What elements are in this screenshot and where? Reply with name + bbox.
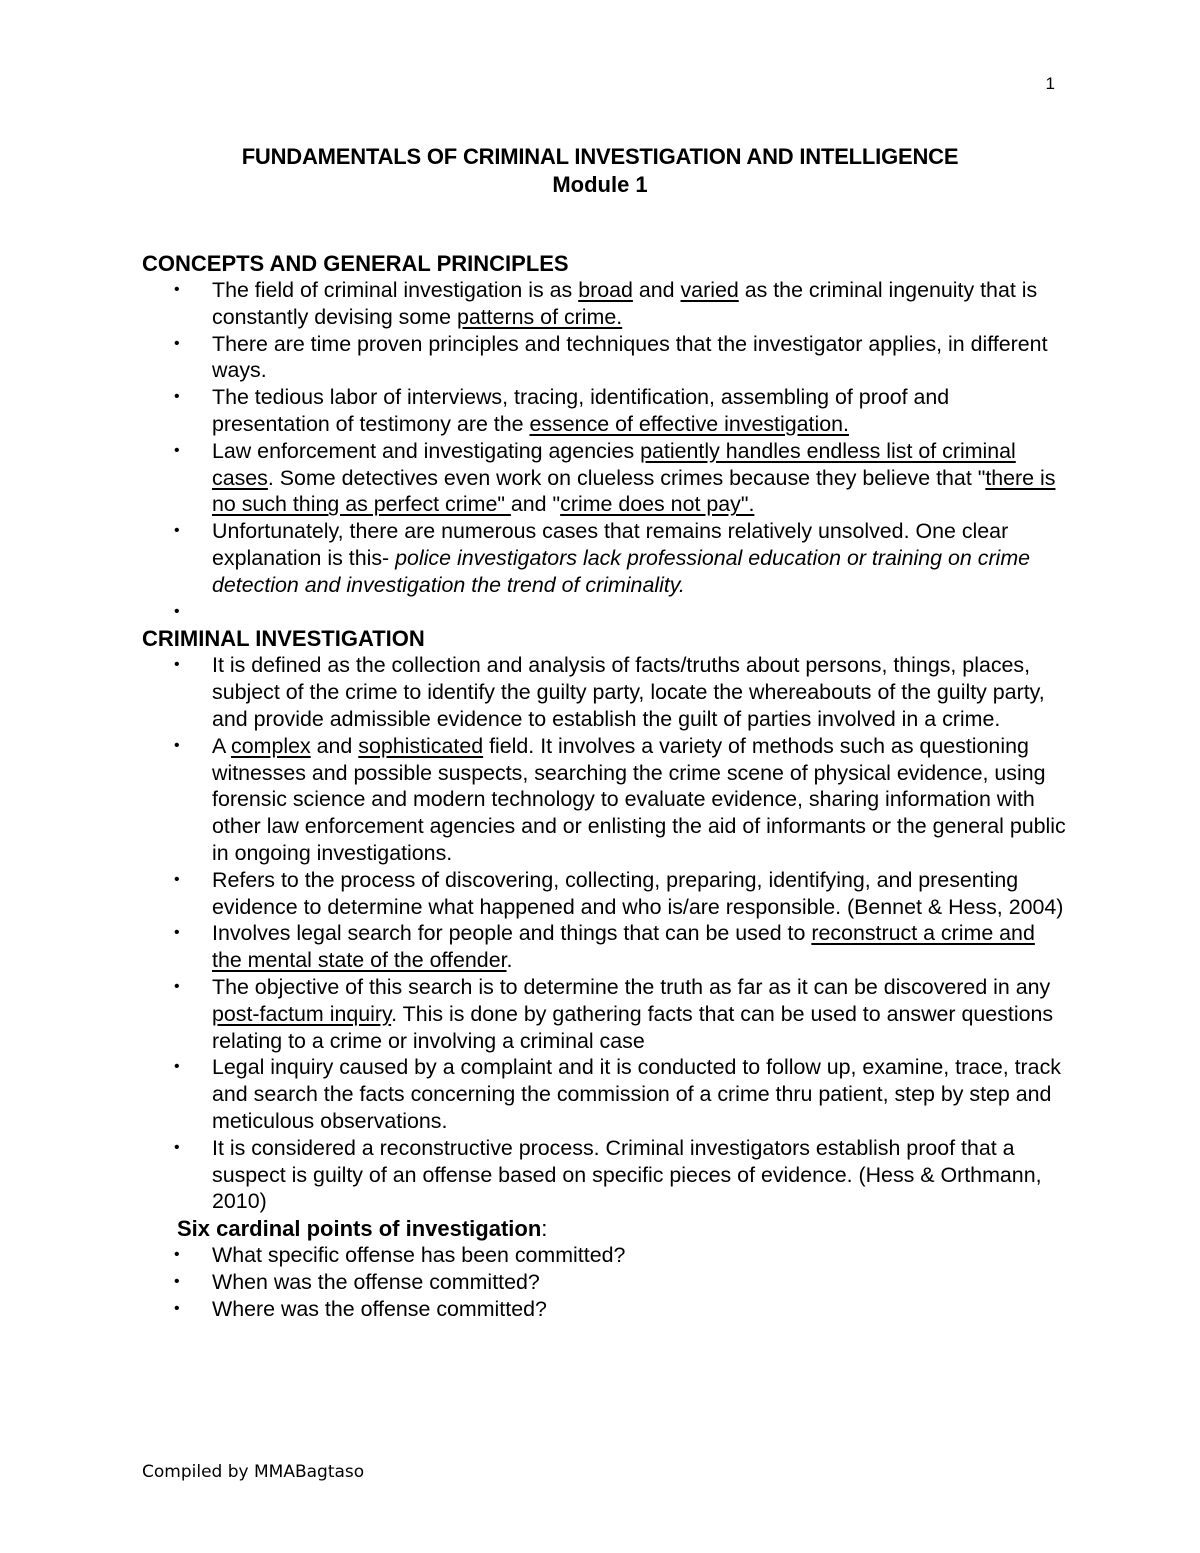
list-item xyxy=(142,518,1067,598)
bullet-icon: • xyxy=(174,656,180,674)
text-span: The tedious labor of interviews, tracing, identification, assembling of proof and presentation of testimony are the xyxy=(212,385,950,436)
bullet-icon: • xyxy=(174,441,180,459)
underlined-text: complex xyxy=(231,733,311,758)
text-span: . This is done by gathering facts that can be used to answer questions relating to a crime or involving a criminal case xyxy=(212,1001,1054,1053)
list-item xyxy=(142,1135,1067,1215)
list-item xyxy=(142,867,1067,921)
bullet-icon: • xyxy=(174,522,180,540)
list-item xyxy=(142,438,1067,518)
text-span: The field of criminal investigation is as xyxy=(212,278,579,302)
list-item xyxy=(142,277,1067,331)
footer-credit: Compiled by MMABagtaso xyxy=(142,1462,365,1482)
underlined-text: broad xyxy=(578,278,633,302)
text-span: Where was the offense committed? xyxy=(212,1296,547,1321)
cardinal-points-list xyxy=(107,1242,1067,1322)
italic-text: police investigators lack professional education or training on crime detection and investigation the trend of criminality. xyxy=(212,545,1031,597)
section-heading-concepts: CONCEPTS AND GENERAL PRINCIPLES xyxy=(142,251,569,276)
bullet-icon: • xyxy=(174,1138,180,1156)
bullet-icon: • xyxy=(174,736,180,754)
underlined-text: essence of effective investigation. xyxy=(529,411,849,436)
concepts-list xyxy=(142,277,1067,625)
bullet-icon: • xyxy=(174,870,180,888)
text-span: and " xyxy=(510,492,561,517)
text-span: It is defined as the collection and analysis of facts/truths about persons, things, places, subject of the crime to identify the guilty party, locate the whereabouts of the guilty party, and provide admissible evidence to establish the guilt of parties involved in a crime. xyxy=(212,653,1045,731)
text-span: as the criminal ingenuity that is constantly devising some xyxy=(212,278,1038,329)
underlined-text: reconstruct a crime and the mental state of the offender xyxy=(212,921,1035,973)
bullet-icon: • xyxy=(174,1246,180,1264)
text-span: The objective of this search is to determine the truth as far as it can be discovered in any xyxy=(212,974,1051,999)
bullet-icon: • xyxy=(174,388,180,406)
underlined-text: crime does not pay". xyxy=(560,492,755,517)
text-span: A xyxy=(212,733,232,758)
underlined-text: there is no such thing as perfect crime" xyxy=(212,465,1056,517)
bullet-icon: • xyxy=(174,977,180,995)
document-title: FUNDAMENTALS OF CRIMINAL INVESTIGATION AND INTELLIGENCE xyxy=(241,144,959,169)
list-item xyxy=(142,733,1067,867)
bullet-icon: • xyxy=(174,1299,180,1317)
text-span: Unfortunately, there are numerous cases that remains relatively unsolved. One clear explanation is this- xyxy=(212,519,1009,570)
criminal-investigation-list xyxy=(142,652,1067,1215)
text-span: There are time proven principles and techniques that the investigator applies, in different ways. xyxy=(212,331,1048,383)
text-span: and xyxy=(632,278,681,302)
list-item xyxy=(107,1242,1067,1269)
list-item xyxy=(107,1296,1067,1323)
text-span: Refers to the process of discovering, collecting, preparing, identifying, and presenting evidence to determine what happened and who is/are responsible. (Bennet & Hess, 2004) xyxy=(212,867,1064,919)
underlined-text: patiently handles endless list of criminal cases xyxy=(212,438,1016,490)
page-number: 1 xyxy=(1045,74,1055,93)
list-item xyxy=(107,1269,1067,1296)
text-span: It is considered a reconstructive process. Criminal investigators establish proof that a suspect is guilty of an offense based on specific pieces of evidence. (Hess & Orthmann, 2010) xyxy=(212,1135,1042,1214)
text-span: . xyxy=(506,948,513,973)
text-span: . Some detectives even work on clueless crimes because they believe that " xyxy=(267,465,986,490)
underlined-text: post-factum inquiry xyxy=(212,1001,392,1026)
bullet-icon: • xyxy=(174,281,180,298)
document-body xyxy=(142,250,1067,1322)
module-subtitle: Module 1 xyxy=(552,172,648,197)
list-item xyxy=(142,331,1067,385)
underlined-text: varied xyxy=(680,278,739,302)
list-item xyxy=(142,920,1067,974)
underlined-text: sophisticated xyxy=(358,733,484,758)
cardinal-points-heading xyxy=(142,1215,1067,1242)
text-span: field. It involves a variety of methods such as questioning witnesses and possible suspects, searching the crime scene of physical evidence, using forensic science and modern technology to evaluate evidence, sharing information with other law enforcement agencies and or enlisting the aid of informants or the general public in ongoing investigations. xyxy=(212,733,1066,865)
cardinal-heading-text: Six cardinal points of investigation xyxy=(177,1216,542,1242)
list-item-empty xyxy=(142,599,1067,626)
text-span: Legal inquiry caused by a complaint and it is conducted to follow up, examine, trace, track and search the facts concerning the commission of a crime thru patient, step by step and meticulous observations. xyxy=(212,1055,1061,1133)
cardinal-colon: : xyxy=(541,1216,548,1242)
text-span: Law enforcement and investigating agencies xyxy=(212,438,641,463)
bullet-icon: • xyxy=(174,602,180,620)
list-item xyxy=(142,974,1067,1054)
section-heading-criminal-investigation: CRIMINAL INVESTIGATION xyxy=(142,626,425,652)
bullet-icon: • xyxy=(174,1058,180,1076)
list-item xyxy=(142,1054,1067,1134)
text-span: What specific offense has been committed? xyxy=(212,1243,626,1268)
bullet-icon: • xyxy=(174,924,180,942)
list-item xyxy=(142,384,1067,438)
bullet-icon: • xyxy=(174,334,180,352)
list-item xyxy=(142,652,1067,732)
text-span: When was the offense committed? xyxy=(212,1269,540,1294)
title-block xyxy=(0,143,1200,199)
bullet-icon: • xyxy=(174,1272,180,1290)
text-span: Involves legal search for people and things that can be used to xyxy=(212,921,812,946)
text-span: and xyxy=(310,733,359,758)
underlined-text: patterns of crime. xyxy=(456,304,623,329)
